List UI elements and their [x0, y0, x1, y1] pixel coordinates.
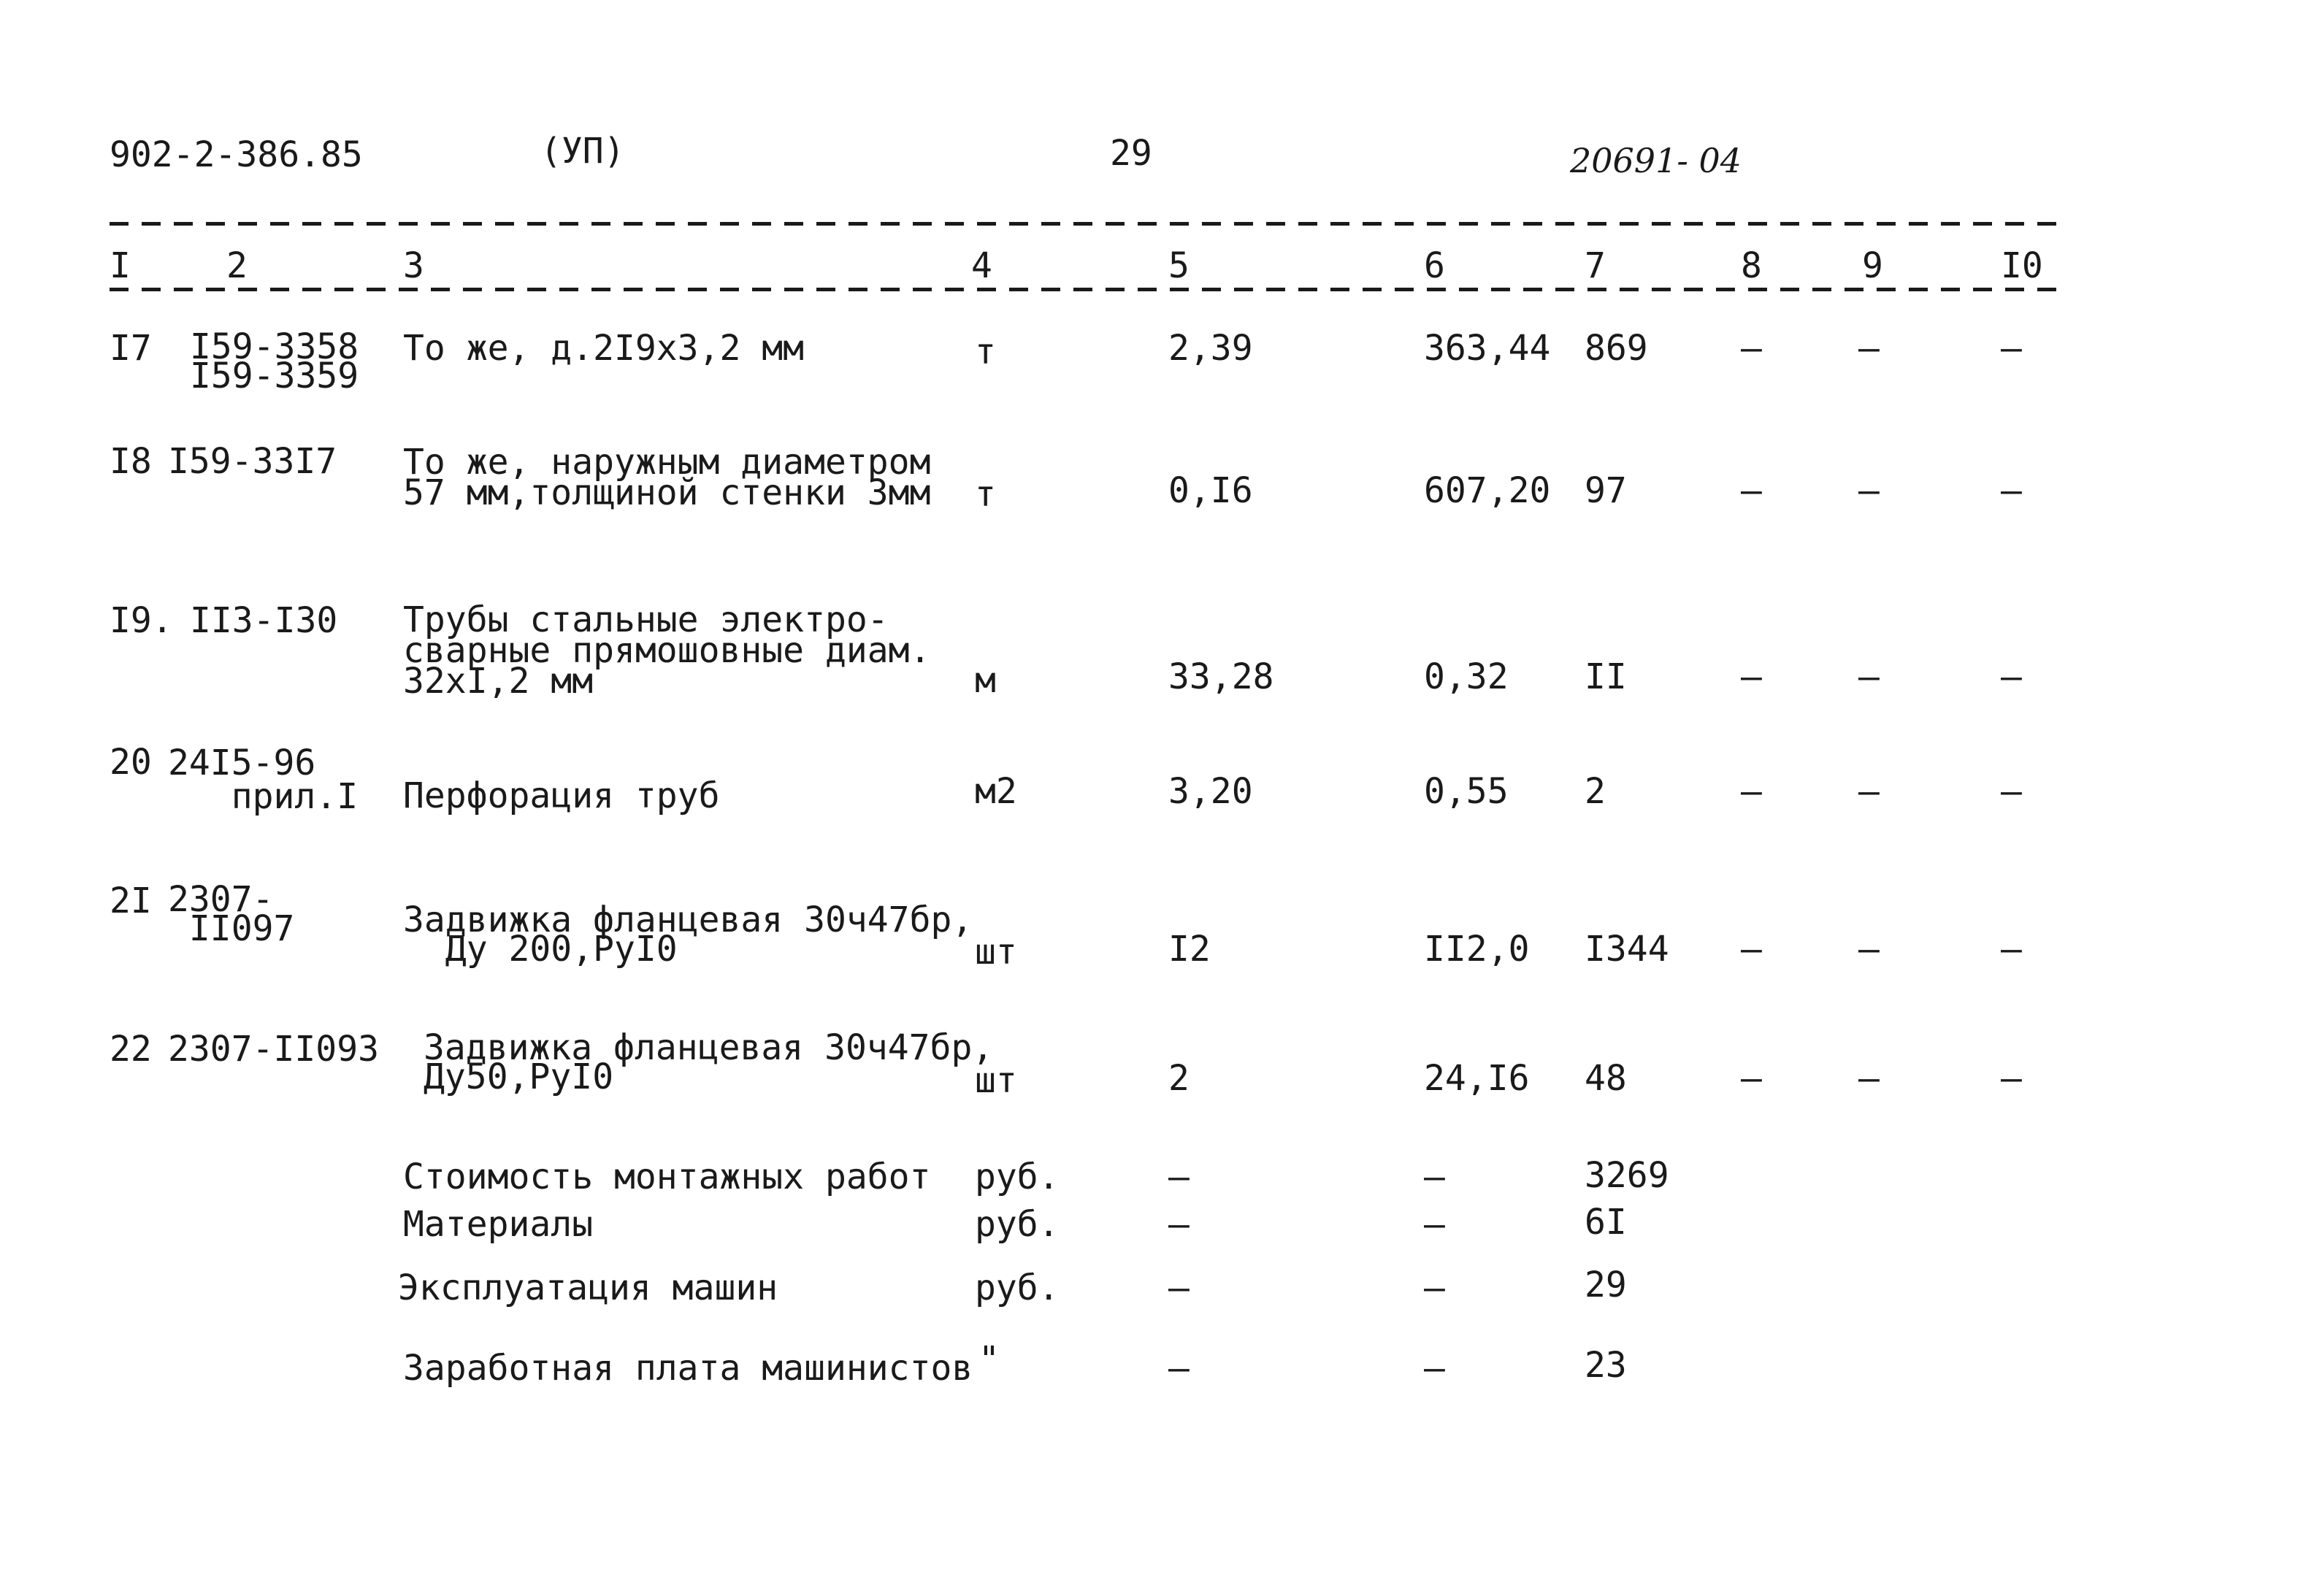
row-name: Задвижка фланцевая 30ч47бр, Ду 200,РуI0	[403, 899, 973, 970]
row-quantity: 2,39	[1168, 328, 1253, 369]
row-name: То же, д.2I9х3,2 мм	[403, 328, 805, 369]
summary-unit: руб.	[975, 1204, 1060, 1245]
row-price: II2,0	[1424, 929, 1530, 970]
row-col8: –	[1741, 771, 1762, 812]
row-total: 48	[1585, 1058, 1627, 1099]
row-code: 2307- II097	[168, 879, 295, 949]
row-quantity: 3,20	[1168, 771, 1253, 812]
row-price: 0,55	[1424, 771, 1509, 812]
page-number: 29	[1110, 133, 1152, 174]
col-header-9: 9	[1862, 245, 1883, 286]
col-header-7: 7	[1585, 245, 1606, 286]
summary-price: –	[1424, 1204, 1445, 1245]
summary-quantity: –	[1168, 1348, 1190, 1389]
row-number: I7	[110, 328, 152, 369]
section-label: (УП)	[540, 131, 625, 172]
row-col8: –	[1741, 328, 1762, 369]
summary-total: 3269	[1585, 1155, 1669, 1196]
summary-unit: руб.	[975, 1267, 1060, 1308]
row-col10: –	[2001, 656, 2022, 697]
row-col9: –	[1858, 470, 1880, 511]
row-code: I59-33I7	[168, 441, 337, 482]
summary-unit: "	[978, 1339, 1000, 1380]
row-total: 2	[1585, 771, 1606, 812]
row-quantity: I2	[1168, 929, 1211, 970]
top-divider	[110, 222, 2066, 226]
row-total: 97	[1585, 470, 1627, 511]
row-col9: –	[1858, 656, 1880, 697]
row-price: 607,20	[1424, 470, 1551, 511]
row-col8: –	[1741, 929, 1762, 970]
doc-code: 902-2-386.85	[110, 134, 363, 175]
row-total: II	[1585, 656, 1627, 697]
row-name: То же, наружным диаметром 57 мм,толщиной стенки 3мм	[403, 442, 931, 513]
row-unit: м2	[975, 771, 1017, 812]
summary-quantity: –	[1168, 1156, 1190, 1197]
row-quantity: 33,28	[1168, 656, 1274, 697]
row-total: 869	[1585, 328, 1648, 369]
row-unit: м	[975, 660, 996, 701]
row-col9: –	[1858, 929, 1880, 970]
summary-unit: руб.	[975, 1156, 1060, 1197]
col-header-1: I	[110, 245, 131, 286]
row-name: Трубы стальные электро- сварные прямошовные диам. 32хI,2 мм	[403, 599, 931, 702]
row-name: Задвижка фланцевая 30ч47бр, Ду50,РуI0	[424, 1027, 994, 1097]
row-price: 363,44	[1424, 328, 1551, 369]
summary-name: Материалы	[403, 1204, 594, 1245]
summary-price: –	[1424, 1267, 1445, 1308]
row-price: 0,32	[1424, 656, 1509, 697]
summary-price: –	[1424, 1348, 1445, 1389]
col-header-2: 2	[226, 245, 248, 286]
row-quantity: 2	[1168, 1058, 1190, 1099]
row-number: 2I	[110, 881, 152, 921]
row-price: 24,I6	[1424, 1058, 1530, 1099]
row-code: I59-3358 I59-3359	[190, 326, 359, 396]
row-col10: –	[2001, 328, 2022, 369]
row-total: I344	[1585, 929, 1669, 970]
summary-name: Эксплуатация машин	[398, 1267, 778, 1308]
handwritten-stamp: 20691- 04	[1570, 141, 1742, 180]
row-number: I8	[110, 441, 152, 482]
row-col8: –	[1741, 470, 1762, 511]
row-col10: –	[2001, 771, 2022, 812]
col-header-6: 6	[1424, 245, 1445, 286]
summary-name: Стоимость монтажных работ	[403, 1156, 931, 1197]
row-col9: –	[1858, 1058, 1880, 1099]
col-header-4: 4	[971, 245, 992, 286]
row-col9: –	[1858, 328, 1880, 369]
row-number: 20	[110, 742, 152, 783]
row-number: 22	[110, 1029, 152, 1070]
row-col10: –	[2001, 1058, 2022, 1099]
row-unit: т	[975, 474, 996, 515]
summary-quantity: –	[1168, 1204, 1190, 1245]
summary-total: 29	[1585, 1265, 1627, 1305]
col-header-3: 3	[403, 245, 424, 286]
summary-name: Заработная плата машинистов	[403, 1348, 973, 1389]
row-number: I9.	[110, 600, 173, 641]
summary-total: 6I	[1585, 1202, 1627, 1243]
summary-total: 23	[1585, 1345, 1627, 1386]
summary-price: –	[1424, 1156, 1445, 1197]
row-unit: т	[975, 331, 996, 372]
row-code: II3-I30	[190, 600, 338, 641]
row-code: 2307-II093	[168, 1029, 379, 1070]
summary-quantity: –	[1168, 1267, 1190, 1308]
col-header-10: I0	[2001, 245, 2043, 286]
row-unit: шт	[975, 1060, 1017, 1101]
row-col9: –	[1858, 771, 1880, 812]
col-header-8: 8	[1741, 245, 1762, 286]
header-underline	[110, 288, 2066, 291]
row-col10: –	[2001, 929, 2022, 970]
row-col10: –	[2001, 470, 2022, 511]
row-unit: шт	[975, 932, 1017, 972]
row-col8: –	[1741, 656, 1762, 697]
col-header-5: 5	[1168, 245, 1190, 286]
row-quantity: 0,I6	[1168, 470, 1253, 511]
row-code: 24I5-96 прил.I	[168, 743, 359, 817]
row-col8: –	[1741, 1058, 1762, 1099]
row-name: Перфорация труб	[403, 775, 720, 816]
